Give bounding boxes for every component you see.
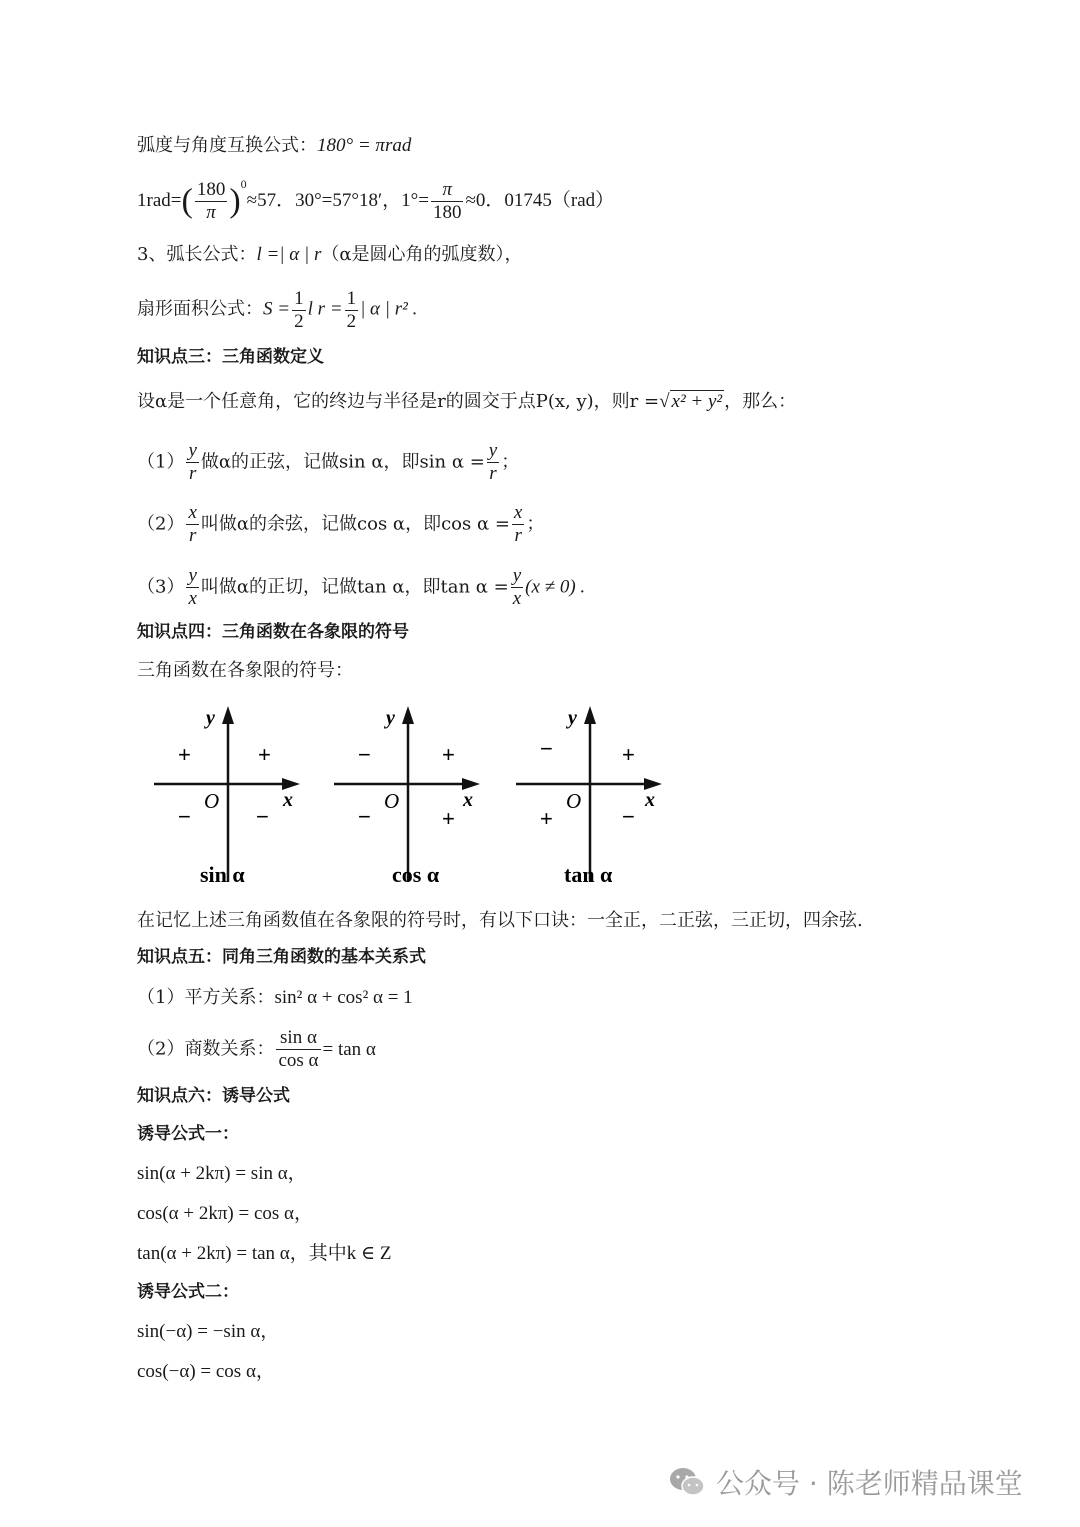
tan-quadrant-diagram bbox=[512, 700, 682, 890]
heading-6: 知识点六：诱导公式 bbox=[137, 1086, 290, 1106]
numerator: 1 bbox=[346, 288, 357, 309]
denominator: 180 bbox=[432, 202, 462, 224]
cos-quadrant-diagram bbox=[330, 700, 500, 890]
x-axis-label: x bbox=[283, 789, 293, 811]
definition-line bbox=[137, 392, 796, 411]
quadrant-1-sign: + bbox=[258, 742, 271, 767]
fraction-pi-180 bbox=[431, 179, 464, 224]
fraction-2 bbox=[512, 502, 524, 547]
text: 设α是一个任意角，它的终边与半径是r的圆交于点P(x, y)，则r = bbox=[137, 391, 660, 412]
cosine-definition bbox=[137, 502, 544, 547]
tail: ，那么： bbox=[724, 391, 797, 412]
s: S = bbox=[263, 298, 291, 320]
origin-label: O bbox=[384, 789, 400, 813]
numerator: y bbox=[512, 565, 522, 586]
numerator: x bbox=[513, 502, 523, 523]
fraction bbox=[186, 565, 198, 610]
formula: sin² α + cos² α = 1 bbox=[274, 987, 413, 1008]
x-axis-label: x bbox=[645, 789, 655, 811]
fraction bbox=[186, 440, 198, 485]
tail: (x ≠ 0) . bbox=[525, 576, 586, 598]
label: 弧度与角度互换公式： bbox=[137, 135, 317, 156]
denominator: r bbox=[188, 524, 197, 546]
denominator: x bbox=[188, 587, 197, 609]
label: （1）平方关系： bbox=[137, 987, 275, 1008]
fraction bbox=[186, 502, 198, 547]
numerator: y bbox=[188, 565, 197, 586]
y-axis-label: y bbox=[568, 707, 577, 729]
right-paren: ) bbox=[229, 182, 241, 220]
denominator: 2 bbox=[294, 310, 304, 332]
denominator: r bbox=[514, 524, 522, 546]
quadrant-3-sign: − bbox=[358, 804, 371, 829]
fraction-2 bbox=[487, 440, 499, 485]
tail: = tan α bbox=[322, 1038, 376, 1060]
numerator: π bbox=[431, 179, 464, 202]
x-axis-label: x bbox=[463, 789, 473, 811]
numerator: 1 bbox=[294, 288, 304, 309]
quadrant-2-sign: + bbox=[178, 742, 191, 767]
tail: ≈0．01745（rad） bbox=[465, 190, 615, 211]
diagram-caption: tan α bbox=[564, 862, 613, 887]
sqrt-sign: √ bbox=[659, 391, 670, 412]
denominator: x bbox=[512, 587, 522, 609]
index: （3） bbox=[137, 576, 185, 598]
y-axis-label: y bbox=[386, 707, 395, 729]
lr: l r = bbox=[307, 298, 343, 320]
text: 叫做α的正切，记做tan α，即tan α = bbox=[200, 576, 509, 598]
quotient-relation bbox=[137, 1027, 376, 1072]
radicand: x² + y² bbox=[671, 391, 723, 412]
fraction-2 bbox=[511, 565, 523, 610]
arc-length-line bbox=[137, 245, 523, 264]
fraction bbox=[276, 1027, 320, 1072]
quadrant-4-sign: − bbox=[256, 804, 269, 829]
tail: ； bbox=[501, 451, 520, 473]
formula-1-tan: tan(α + 2kπ) = tan α，其中k ∈ Z bbox=[137, 1243, 392, 1264]
formula: l =| α | r bbox=[256, 244, 322, 265]
text: 做α的正弦，记做sin α，即sin α = bbox=[200, 451, 485, 473]
quadrant-4-sign: − bbox=[622, 804, 635, 829]
tail: ； bbox=[526, 513, 545, 535]
formula-2-cos: cos(−α) = cos α， bbox=[137, 1361, 275, 1382]
formula: 180° = πrad bbox=[317, 135, 412, 156]
diagram-caption: sin α bbox=[200, 862, 245, 887]
numerator: sin α bbox=[276, 1027, 320, 1050]
text: 叫做α的余弦，记做cos α，即cos α = bbox=[200, 513, 510, 535]
heading-4: 知识点四：三角函数在各象限的符号 bbox=[137, 622, 409, 642]
watermark-text: 公众号 · 陈老师精品课堂 bbox=[716, 1467, 1023, 1500]
radian-degree-line bbox=[137, 136, 411, 155]
lead: 1rad= bbox=[137, 190, 182, 211]
denominator: 2 bbox=[346, 310, 357, 332]
note: （α是圆心角的弧度数）， bbox=[321, 244, 523, 265]
index: （2） bbox=[137, 513, 185, 535]
half-fraction-2 bbox=[345, 288, 359, 333]
denominator: r bbox=[489, 462, 497, 484]
middle: ≈57．30°=57°18′，1°= bbox=[246, 190, 429, 211]
index: （1） bbox=[137, 451, 185, 473]
superscript: 0 bbox=[240, 177, 247, 191]
numerator: x bbox=[188, 502, 197, 523]
origin-label: O bbox=[204, 789, 220, 813]
quadrant-2-sign: − bbox=[358, 742, 371, 767]
numerator: 180 bbox=[196, 179, 226, 201]
tangent-definition bbox=[137, 565, 585, 610]
sin-quadrant-diagram bbox=[150, 700, 320, 890]
heading-3: 知识点三：三角函数定义 bbox=[137, 347, 324, 367]
heading-5: 知识点五：同角三角函数的基本关系式 bbox=[137, 947, 426, 967]
mnemonic-line: 在记忆上述三角函数值在各象限的符号时，有以下口诀：一全正，二正弦，三正切，四余弦. bbox=[137, 910, 863, 931]
sine-definition bbox=[137, 440, 519, 485]
denominator: cos α bbox=[278, 1049, 319, 1071]
fraction-180-pi bbox=[195, 179, 228, 224]
quadrant-3-sign: + bbox=[540, 806, 553, 831]
formula-2-title: 诱导公式二： bbox=[137, 1282, 239, 1302]
quadrant-2-sign: − bbox=[540, 736, 553, 761]
denominator: r bbox=[188, 462, 197, 484]
label: （2）商数关系： bbox=[137, 1038, 275, 1060]
label: 扇形面积公式： bbox=[137, 298, 263, 320]
left-paren: ( bbox=[181, 182, 193, 220]
y-axis-label: y bbox=[206, 707, 215, 729]
origin-label: O bbox=[566, 789, 582, 813]
denominator: π bbox=[206, 202, 216, 224]
formula-1-title: 诱导公式一： bbox=[137, 1124, 239, 1144]
quadrant-1-sign: + bbox=[622, 742, 635, 767]
formula-1-sin: sin(α + 2kπ) = sin α， bbox=[137, 1163, 307, 1184]
watermark bbox=[668, 1462, 1023, 1502]
quadrant-4-sign: + bbox=[442, 806, 455, 831]
quadrant-1-sign: + bbox=[442, 742, 455, 767]
quadrant-intro: 三角函数在各象限的符号： bbox=[137, 660, 353, 681]
rad-conversion-line bbox=[137, 178, 614, 224]
numerator: y bbox=[188, 440, 197, 461]
diagram-caption: cos α bbox=[392, 862, 440, 887]
formula-1-cos: cos(α + 2kπ) = cos α， bbox=[137, 1203, 313, 1224]
formula-2-sin: sin(−α) = −sin α， bbox=[137, 1321, 280, 1342]
label: 3、弧长公式： bbox=[137, 244, 257, 265]
square-relation bbox=[137, 988, 413, 1007]
numerator: y bbox=[488, 440, 498, 461]
half-fraction bbox=[292, 288, 306, 333]
wechat-icon bbox=[668, 1466, 706, 1498]
sector-area-line bbox=[137, 288, 417, 333]
quadrant-3-sign: − bbox=[178, 804, 191, 829]
tail: | α | r² . bbox=[360, 298, 418, 320]
